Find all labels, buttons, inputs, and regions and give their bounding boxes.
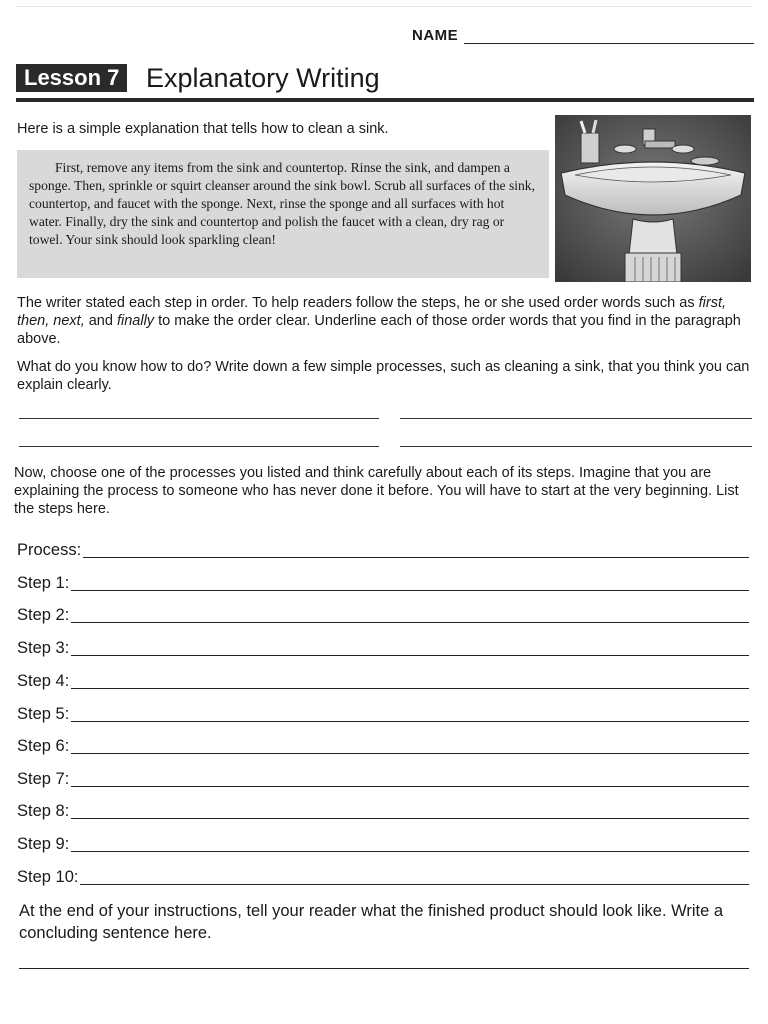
page-top-border bbox=[16, 6, 752, 7]
sink-illustration-icon bbox=[555, 115, 751, 282]
step-line[interactable] bbox=[71, 655, 749, 656]
process-answer-line[interactable] bbox=[19, 446, 379, 447]
step-row-6 bbox=[17, 734, 749, 756]
lesson-header bbox=[16, 60, 754, 100]
step-label: Step 7: bbox=[17, 770, 70, 788]
process-line[interactable] bbox=[83, 557, 749, 558]
step-row-8 bbox=[17, 799, 749, 821]
step-row-1 bbox=[17, 571, 749, 593]
process-label: Process: bbox=[17, 541, 82, 559]
order-words-instruction bbox=[17, 294, 753, 348]
step-line[interactable] bbox=[71, 622, 749, 623]
step-line[interactable] bbox=[71, 818, 749, 819]
step-label: Step 2: bbox=[17, 606, 70, 624]
step-row-9 bbox=[17, 832, 749, 854]
step-row-4 bbox=[17, 669, 749, 691]
step-line[interactable] bbox=[71, 753, 749, 754]
step-line[interactable] bbox=[71, 590, 749, 591]
conclusion-prompt: At the end of your instructions, tell your reader what the finished product should look like. Write a concluding sentence here. bbox=[19, 902, 724, 942]
order-word-next: next, bbox=[53, 313, 85, 329]
order-word-then: then, bbox=[17, 313, 50, 329]
step-line[interactable] bbox=[71, 721, 749, 722]
step-row-3 bbox=[17, 636, 749, 658]
step-label: Step 4: bbox=[17, 672, 70, 690]
process-row bbox=[17, 538, 749, 560]
step-line[interactable] bbox=[71, 688, 749, 689]
step-label: Step 9: bbox=[17, 835, 70, 853]
steps-instructions: Now, choose one of the processes you listed and think carefully about each of its steps. Imagine that you are explaining the process to someone who has never done it before. You will have to start at the very beginning. List the steps here. bbox=[14, 465, 739, 517]
step-row-7 bbox=[17, 767, 749, 789]
order-word-first: first, bbox=[698, 295, 726, 311]
process-answer-line[interactable] bbox=[400, 446, 752, 447]
process-answer-line[interactable] bbox=[400, 418, 752, 419]
step-row-2 bbox=[17, 603, 749, 625]
instruction-text: to make the order clear. Underline each of those order words that you find in the paragraph above. bbox=[17, 313, 741, 347]
lesson-title: Explanatory Writing bbox=[146, 63, 380, 93]
step-line[interactable] bbox=[71, 851, 749, 852]
step-line[interactable] bbox=[80, 884, 749, 885]
processes-prompt: What do you know how to do? Write down a few simple processes, such as cleaning a sink, that you think you can explain clearly. bbox=[17, 359, 750, 393]
name-label: NAME bbox=[412, 27, 459, 44]
step-label: Step 8: bbox=[17, 802, 70, 820]
process-answer-line[interactable] bbox=[19, 418, 379, 419]
step-row-5 bbox=[17, 702, 749, 724]
header-rule bbox=[16, 98, 754, 102]
conclusion-answer-line[interactable] bbox=[19, 968, 749, 969]
instruction-text: The writer stated each step in order. To help readers follow the steps, he or she used order words such as bbox=[17, 295, 699, 311]
order-word-finally: finally bbox=[116, 313, 155, 329]
step-label: Step 5: bbox=[17, 705, 70, 723]
separator: and bbox=[84, 313, 117, 329]
intro-text: Here is a simple explanation that tells how to clean a sink. bbox=[17, 121, 389, 137]
step-label: Step 3: bbox=[17, 639, 70, 657]
step-label: Step 10: bbox=[17, 868, 79, 886]
step-label: Step 6: bbox=[17, 737, 70, 755]
step-row-10 bbox=[17, 865, 749, 887]
lesson-badge: Lesson 7 bbox=[16, 64, 127, 92]
step-label: Step 1: bbox=[17, 574, 70, 592]
example-paragraph: First, remove any items from the sink and countertop. Rinse the sink, and dampen a sponge. Then, sprinkle or squirt cleanser around the sink bowl. Scrub all surfaces of the sink, countertop, and faucet with the sponge. Next, rinse the sponge and all surfaces with hot water. Finally, dry the sink and countertop and polish the faucet with a clean, dry rag or towel. Your sink should look sparkling clean! bbox=[17, 150, 549, 278]
name-blank-line[interactable] bbox=[464, 29, 754, 44]
name-field-row bbox=[412, 22, 754, 44]
step-line[interactable] bbox=[71, 786, 749, 787]
